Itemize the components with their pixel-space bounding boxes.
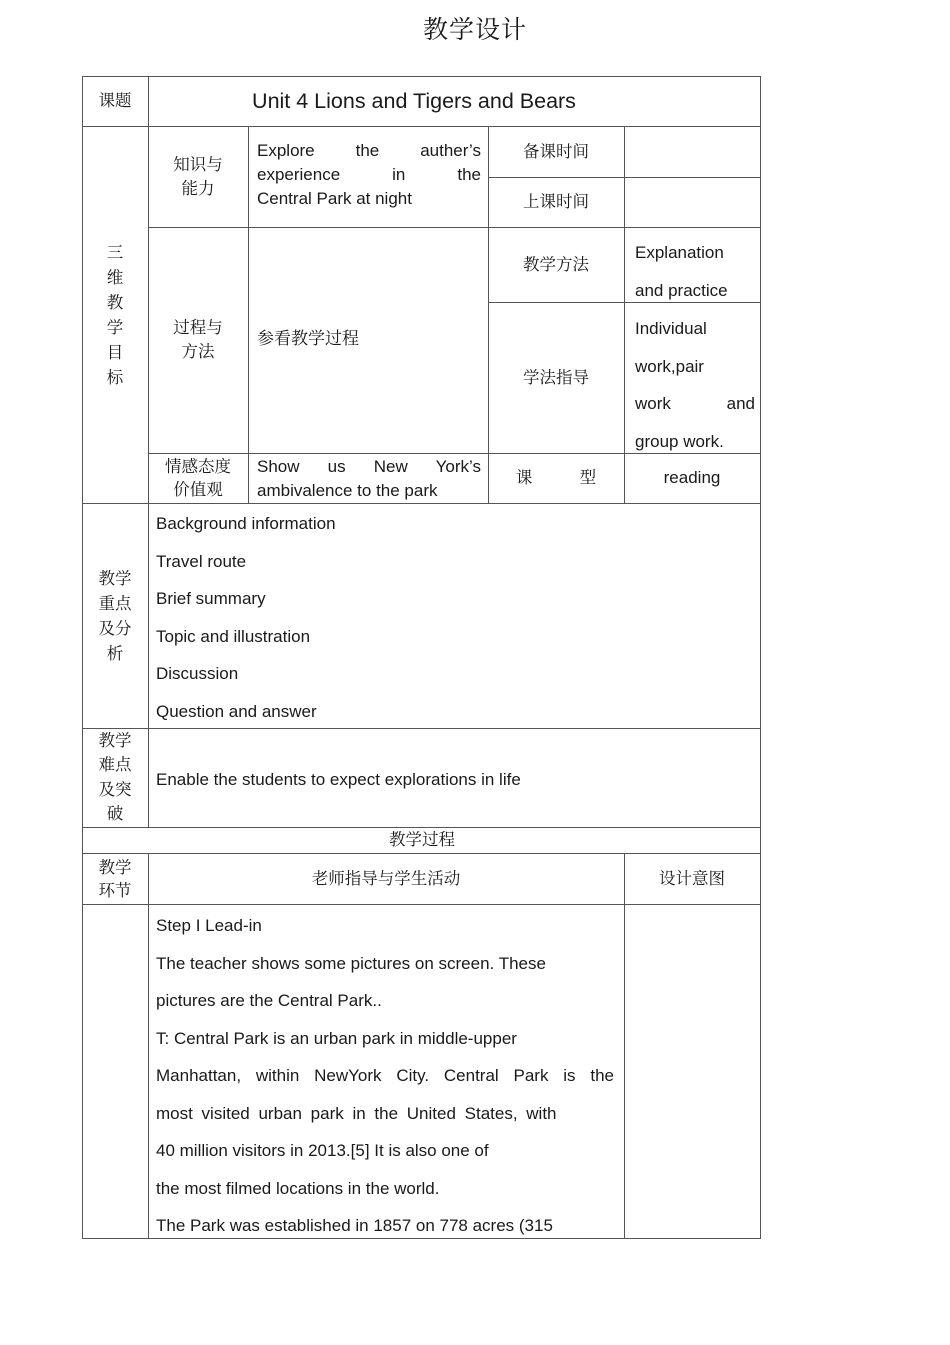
process-line: Manhattan, within NewYork City. Central Park is the [156, 1066, 614, 1085]
list-item: Topic and illustration [156, 626, 311, 646]
process-line: Step I Lead-in [156, 916, 262, 935]
prep-time-value [624, 126, 760, 177]
teaching-method-value: Explanation and practice [635, 243, 728, 300]
process-line: T: Central Park is an urban park in middle-upper [156, 1028, 517, 1048]
process-line: most visited urban park in the United States, with [156, 1103, 557, 1123]
class-time-value [624, 177, 760, 227]
process-content [156, 914, 614, 1252]
objectives-label: 三维教学目标 [106, 242, 124, 387]
document-title: 教学设计 [422, 15, 527, 44]
process-line: 40 million visitors in 2013.[5] It is also one of [156, 1141, 489, 1160]
difficulties-label: 教学 难点 及突 破 [98, 730, 132, 823]
knowledge-text: Explore the auther’s experience in the Central Park at night [257, 141, 481, 208]
process-line: The teacher shows some pictures on screen. These [156, 953, 546, 973]
list-item: Question and answer [156, 701, 317, 721]
study-guide-value: Individual work,pair work and group work. [635, 319, 755, 451]
difficulties-text: Enable the students to expect explorations in life [156, 770, 521, 789]
key-points-list [156, 512, 746, 737]
process-section-header: 教学过程 [389, 830, 455, 849]
lesson-type-label: 课 型 [515, 468, 597, 487]
list-item: Brief summary [156, 589, 266, 608]
process-line: The Park was established in 1857 on 778 acres (315 [156, 1216, 553, 1235]
process-line: pictures are the Central Park.. [156, 991, 382, 1010]
activity-column-header: 老师指导与学生活动 [311, 868, 461, 888]
process-method-text: 参看教学过程 [257, 329, 359, 349]
prep-time-label: 备课时间 [523, 141, 589, 161]
list-item: Travel route [156, 551, 247, 571]
topic-label: 课题 [98, 91, 132, 110]
process-method-label: 过程与 方法 [173, 318, 223, 361]
class-time-label: 上课时间 [523, 192, 589, 211]
intent-column-header: 设计意图 [659, 868, 725, 888]
list-item: Discussion [156, 664, 239, 683]
process-line: the most filmed locations in the world. [156, 1178, 440, 1198]
emotion-label: 情感态度 价值观 [165, 457, 231, 499]
study-guide-label: 学法指导 [523, 367, 589, 387]
stage-column-header: 教学 环节 [98, 857, 132, 900]
lesson-type-value: reading [663, 468, 721, 487]
key-points-label: 教学 重点 及分 析 [98, 568, 132, 663]
knowledge-label: 知识与 能力 [173, 154, 223, 198]
topic-value: Unit 4 Lions and Tigers and Bears [252, 89, 576, 113]
list-item: Background information [156, 514, 336, 533]
teaching-method-label: 教学方法 [523, 254, 589, 274]
emotion-text: Show us New York’s ambivalence to the park [257, 457, 481, 500]
